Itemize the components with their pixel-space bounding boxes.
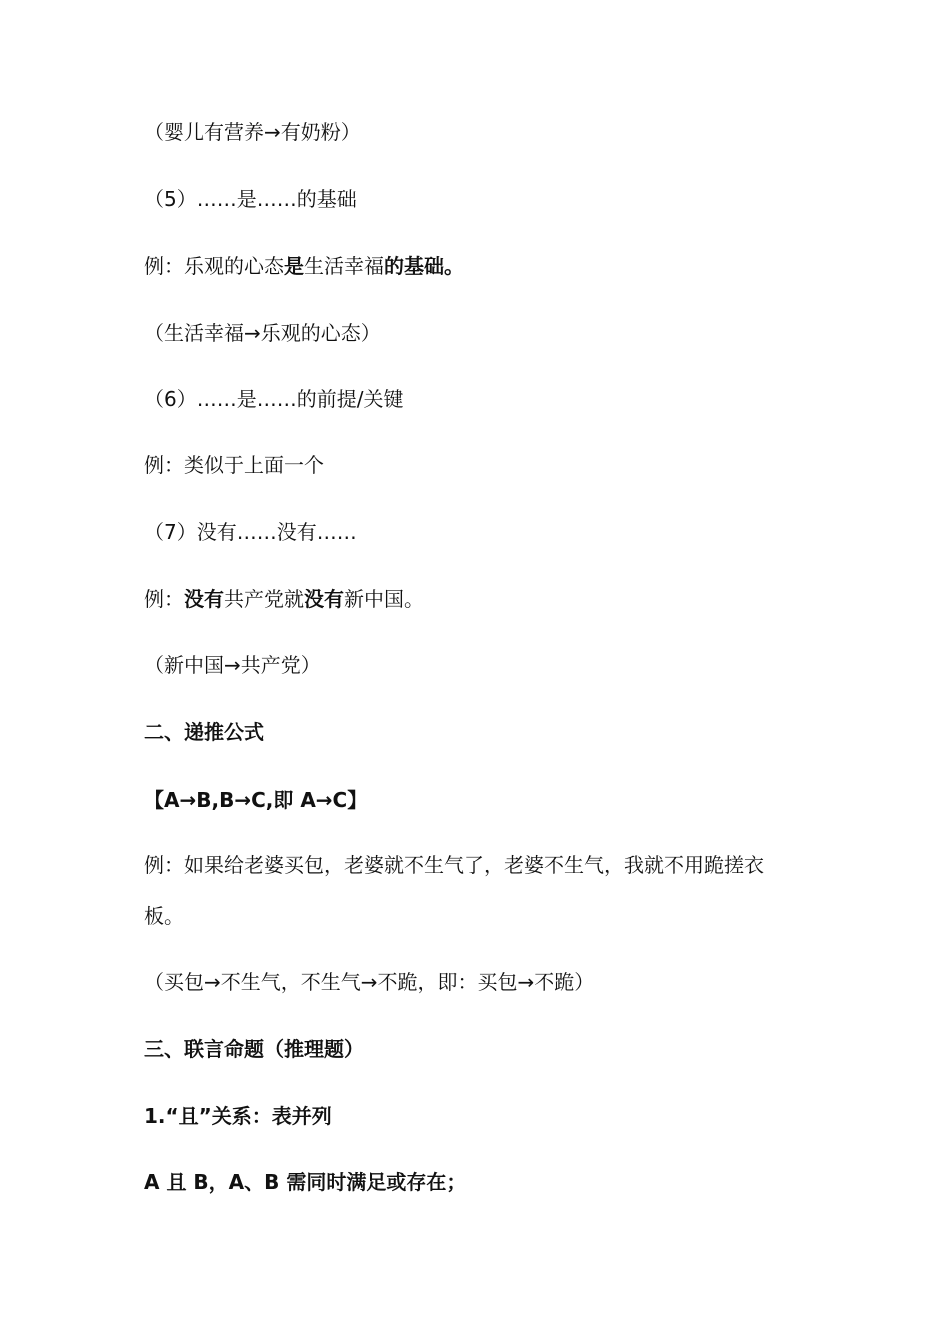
text-line-5: （6）……是……的前提/关键 [144, 387, 404, 411]
subsection-heading: 1.“且”关系：表并列 [144, 1104, 332, 1128]
text-segment: 例：乐观的心态 [144, 254, 284, 278]
text-segment-bold: 的基础。 [384, 254, 464, 278]
text-segment: 生活幸福 [304, 254, 384, 278]
text-segment: 例： [144, 587, 184, 611]
text-line-7: （7）没有……没有…… [144, 520, 357, 544]
section-heading-3: 三、联言命题（推理题） [144, 1037, 364, 1061]
text-line-17: A 且 B，A、B 需同时满足或存在； [144, 1170, 467, 1194]
text-line-1: （婴儿有营养→有奶粉） [144, 120, 361, 144]
formula-line: 【A→B,B→C,即 A→C】 [144, 788, 368, 812]
text-segment: 新中国。 [344, 587, 424, 611]
text-line-14: （买包→不生气，不生气→不跪，即：买包→不跪） [144, 970, 595, 994]
text-line-4: （生活幸福→乐观的心态） [144, 321, 381, 345]
section-heading-2: 二、递推公式 [144, 720, 264, 744]
text-line-2: （5）……是……的基础 [144, 187, 357, 211]
example-line-basis [144, 252, 824, 280]
example-line-no-party [144, 585, 824, 613]
text-segment-bold: 没有 [184, 587, 224, 611]
text-segment: 共产党就 [224, 587, 304, 611]
text-segment-bold: 是 [284, 254, 304, 278]
text-line-13: 板。 [144, 904, 184, 928]
text-line-12: 例：如果给老婆买包，老婆就不生气了，老婆不生气，我就不用跪搓衣 [144, 853, 764, 877]
text-line-6: 例：类似于上面一个 [144, 453, 324, 477]
text-line-9: （新中国→共产党） [144, 653, 321, 677]
text-segment-bold: 没有 [304, 587, 344, 611]
